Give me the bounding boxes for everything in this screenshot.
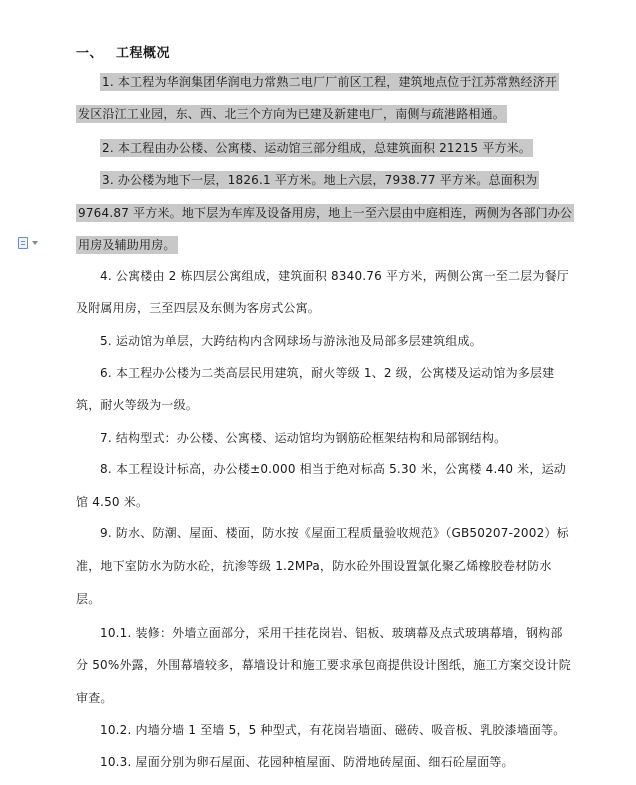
line-text: 9. 防水、防潮、屋面、楼面，防水按《屋面工程质量验收规范》（GB50207-2002）标 — [100, 526, 569, 540]
line-text: 7. 结构型式：办公楼、公寓楼、运动馆均为钢筋砼框架结构和局部钢结构。 — [100, 431, 507, 445]
line-text: 准，地下室防水为防水砼，抗渗等级 1.2MPa，防水砼外围设置氯化聚乙烯橡胶卷材防水 — [76, 559, 552, 573]
line-text: 审查。 — [76, 691, 113, 705]
paragraph-line — [76, 689, 113, 707]
line-text: 10.1. 装修：外墙立面部分，采用干挂花岗岩、铝板、玻璃幕及点式玻璃幕墙，钢构部 — [100, 626, 563, 640]
line-text: 10.3. 屋面分别为卵石屋面、花园种植屋面、防滑地砖屋面、细石砼屋面等。 — [100, 755, 514, 769]
line-text: 1. 本工程为华润集团华润电力常熟二电厂厂前区工程，建筑地点位于江苏常熟经济开 — [102, 75, 558, 89]
paragraph-line — [100, 624, 563, 642]
paragraph-options-button[interactable] — [18, 236, 48, 250]
paragraph-line — [100, 139, 533, 157]
section-heading — [76, 42, 170, 61]
paragraph-line — [100, 753, 514, 771]
paragraph-line — [76, 396, 198, 414]
line-text: 5. 运动馆为单层，大跨结构内含网球场与游泳池及局部多层建筑组成。 — [100, 334, 482, 348]
line-text: 2. 本工程由办公楼、公寓楼、运动馆三部分组成，总建筑面积 21215 平方米。 — [102, 141, 532, 155]
paragraph-line — [76, 557, 552, 575]
paragraph-line — [100, 721, 566, 739]
line-text: 4. 公寓楼由 2 栋四层公寓组成，建筑面积 8340.76 平方米，两侧公寓一至二层为餐厅 — [100, 269, 569, 283]
section-number: 一、 — [76, 46, 104, 61]
paragraph-line — [100, 332, 482, 350]
paragraph-line — [76, 105, 507, 123]
paragraph-line — [76, 236, 178, 254]
paragraph-line — [76, 299, 320, 317]
paragraph-line — [100, 429, 506, 447]
line-text: 筑，耐火等级为一级。 — [76, 398, 199, 412]
line-text: 馆 4.50 米。 — [76, 495, 149, 509]
line-text: 用房及辅助用房。 — [78, 238, 176, 252]
section-title: 工程概况 — [116, 46, 171, 61]
paragraph-line — [76, 204, 574, 222]
paragraph-line — [100, 73, 559, 91]
line-text: 层。 — [76, 592, 101, 606]
paragraph-line — [100, 267, 569, 285]
paragraph-line — [76, 656, 571, 674]
line-text: 6. 本工程办公楼为二类高层民用建筑，耐火等级 1、2 级，公寓楼及运动馆为多层建 — [100, 366, 555, 380]
paragraph-line — [100, 460, 566, 478]
paragraph-line — [100, 364, 554, 382]
line-text: 分 50%外露，外围幕墙较多，幕墙设计和施工要求承包商提供设计图纸，施工方案交设计院 — [76, 658, 571, 672]
line-text: 及附属用房，三至四层及东侧为客房式公寓。 — [76, 301, 321, 315]
chevron-down-icon — [32, 241, 38, 245]
paragraph-line — [76, 493, 148, 511]
paragraph-line — [76, 590, 100, 608]
document-icon — [18, 237, 28, 249]
line-text: 9764.87 平方米。地下层为车库及设备用房，地上一至六层由中庭相连，两侧为各部门办公 — [78, 206, 573, 220]
line-text: 发区沿江工业园，东、西、北三个方向为已建及新建电厂，南侧与疏港路相通。 — [78, 107, 506, 121]
line-text: 8. 本工程设计标高，办公楼±0.000 相当于绝对标高 5.30 米，公寓楼 4.40 米，运动 — [100, 462, 566, 476]
line-text: 3. 办公楼为地下一层，1826.1 平方米。地上六层，7938.77 平方米。总面积为 — [102, 173, 538, 187]
line-text: 10.2. 内墙分墙 1 至墙 5，5 种型式，有花岗岩墙面、磁砖、吸音板、乳胶漆墙面等。 — [100, 723, 566, 737]
paragraph-line — [100, 524, 569, 542]
paragraph-line — [100, 171, 539, 189]
